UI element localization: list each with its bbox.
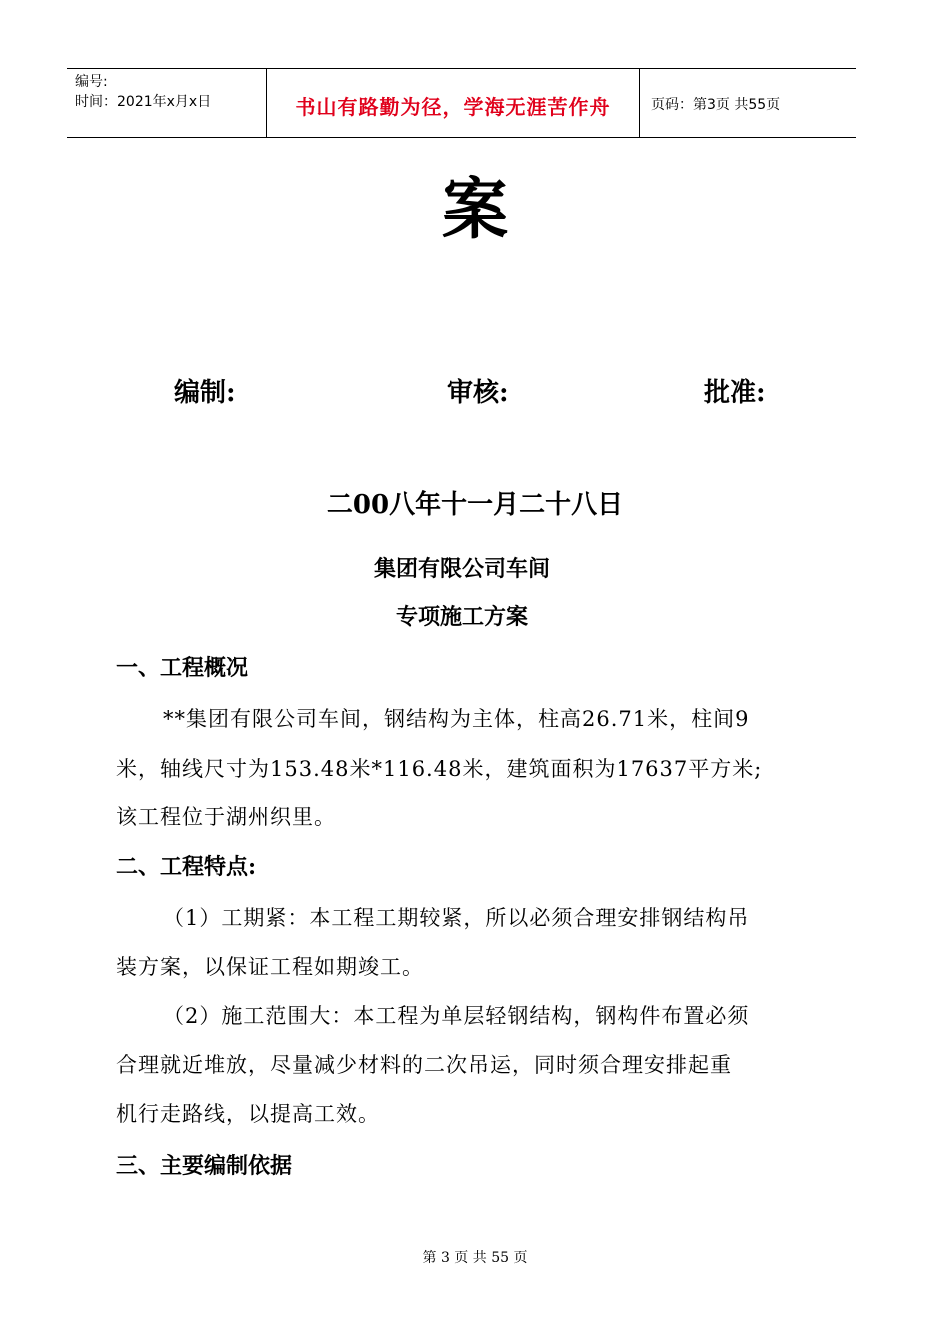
sign-review-label: 审核: (447, 378, 509, 408)
paragraph-line: 机行走路线，以提高工效。 (116, 1102, 380, 1126)
section-heading-features: 二、工程特点: (116, 854, 257, 880)
header-right-cell (639, 69, 856, 137)
paragraph-line: 合理就近堆放，尽量减少材料的二次吊运，同时须合理安排起重 (116, 1053, 732, 1077)
page-header-table (67, 68, 856, 138)
paragraph-line: 该工程位于湖州织里。 (116, 805, 336, 829)
paragraph-line: 米，轴线尺寸为153.48米*116.48米，建筑面积为17637平方米; (116, 757, 763, 781)
paragraph-line: （1）工期紧：本工程工期较紧，所以必须合理安排钢结构吊 (163, 906, 750, 930)
paragraph-line: **集团有限公司车间，钢结构为主体，柱高26.71米，柱间9 (163, 707, 750, 731)
cover-title-char: 案 (442, 170, 508, 248)
sign-edit-label: 编制: (174, 378, 236, 408)
paragraph-line: （2）施工范围大：本工程为单层轻钢结构，钢构件布置必须 (163, 1004, 750, 1028)
section-heading-basis: 三、主要编制依据 (116, 1153, 293, 1179)
document-number-label: 编号: (75, 74, 108, 90)
section-heading-overview: 一、工程概况 (116, 655, 249, 681)
page-footer: 第 3 页 共 55 页 (422, 1250, 528, 1266)
doc-title-line2: 专项施工方案 (395, 604, 528, 630)
motto-text: 书山有路勤为径，学海无涯苦作舟 (295, 95, 611, 119)
doc-title-line1: 集团有限公司车间 (373, 556, 550, 582)
paragraph-line: 装方案，以保证工程如期竣工。 (116, 955, 424, 979)
header-left-cell (67, 69, 266, 137)
sign-approve-label: 批准: (704, 378, 766, 408)
header-page-label: 页码：第3页 共55页 (651, 97, 781, 113)
header-motto-cell (266, 69, 640, 137)
cover-date: 二00八年十一月二十八日 (326, 490, 624, 520)
time-label: 时间：2021年x月x日 (75, 94, 212, 110)
